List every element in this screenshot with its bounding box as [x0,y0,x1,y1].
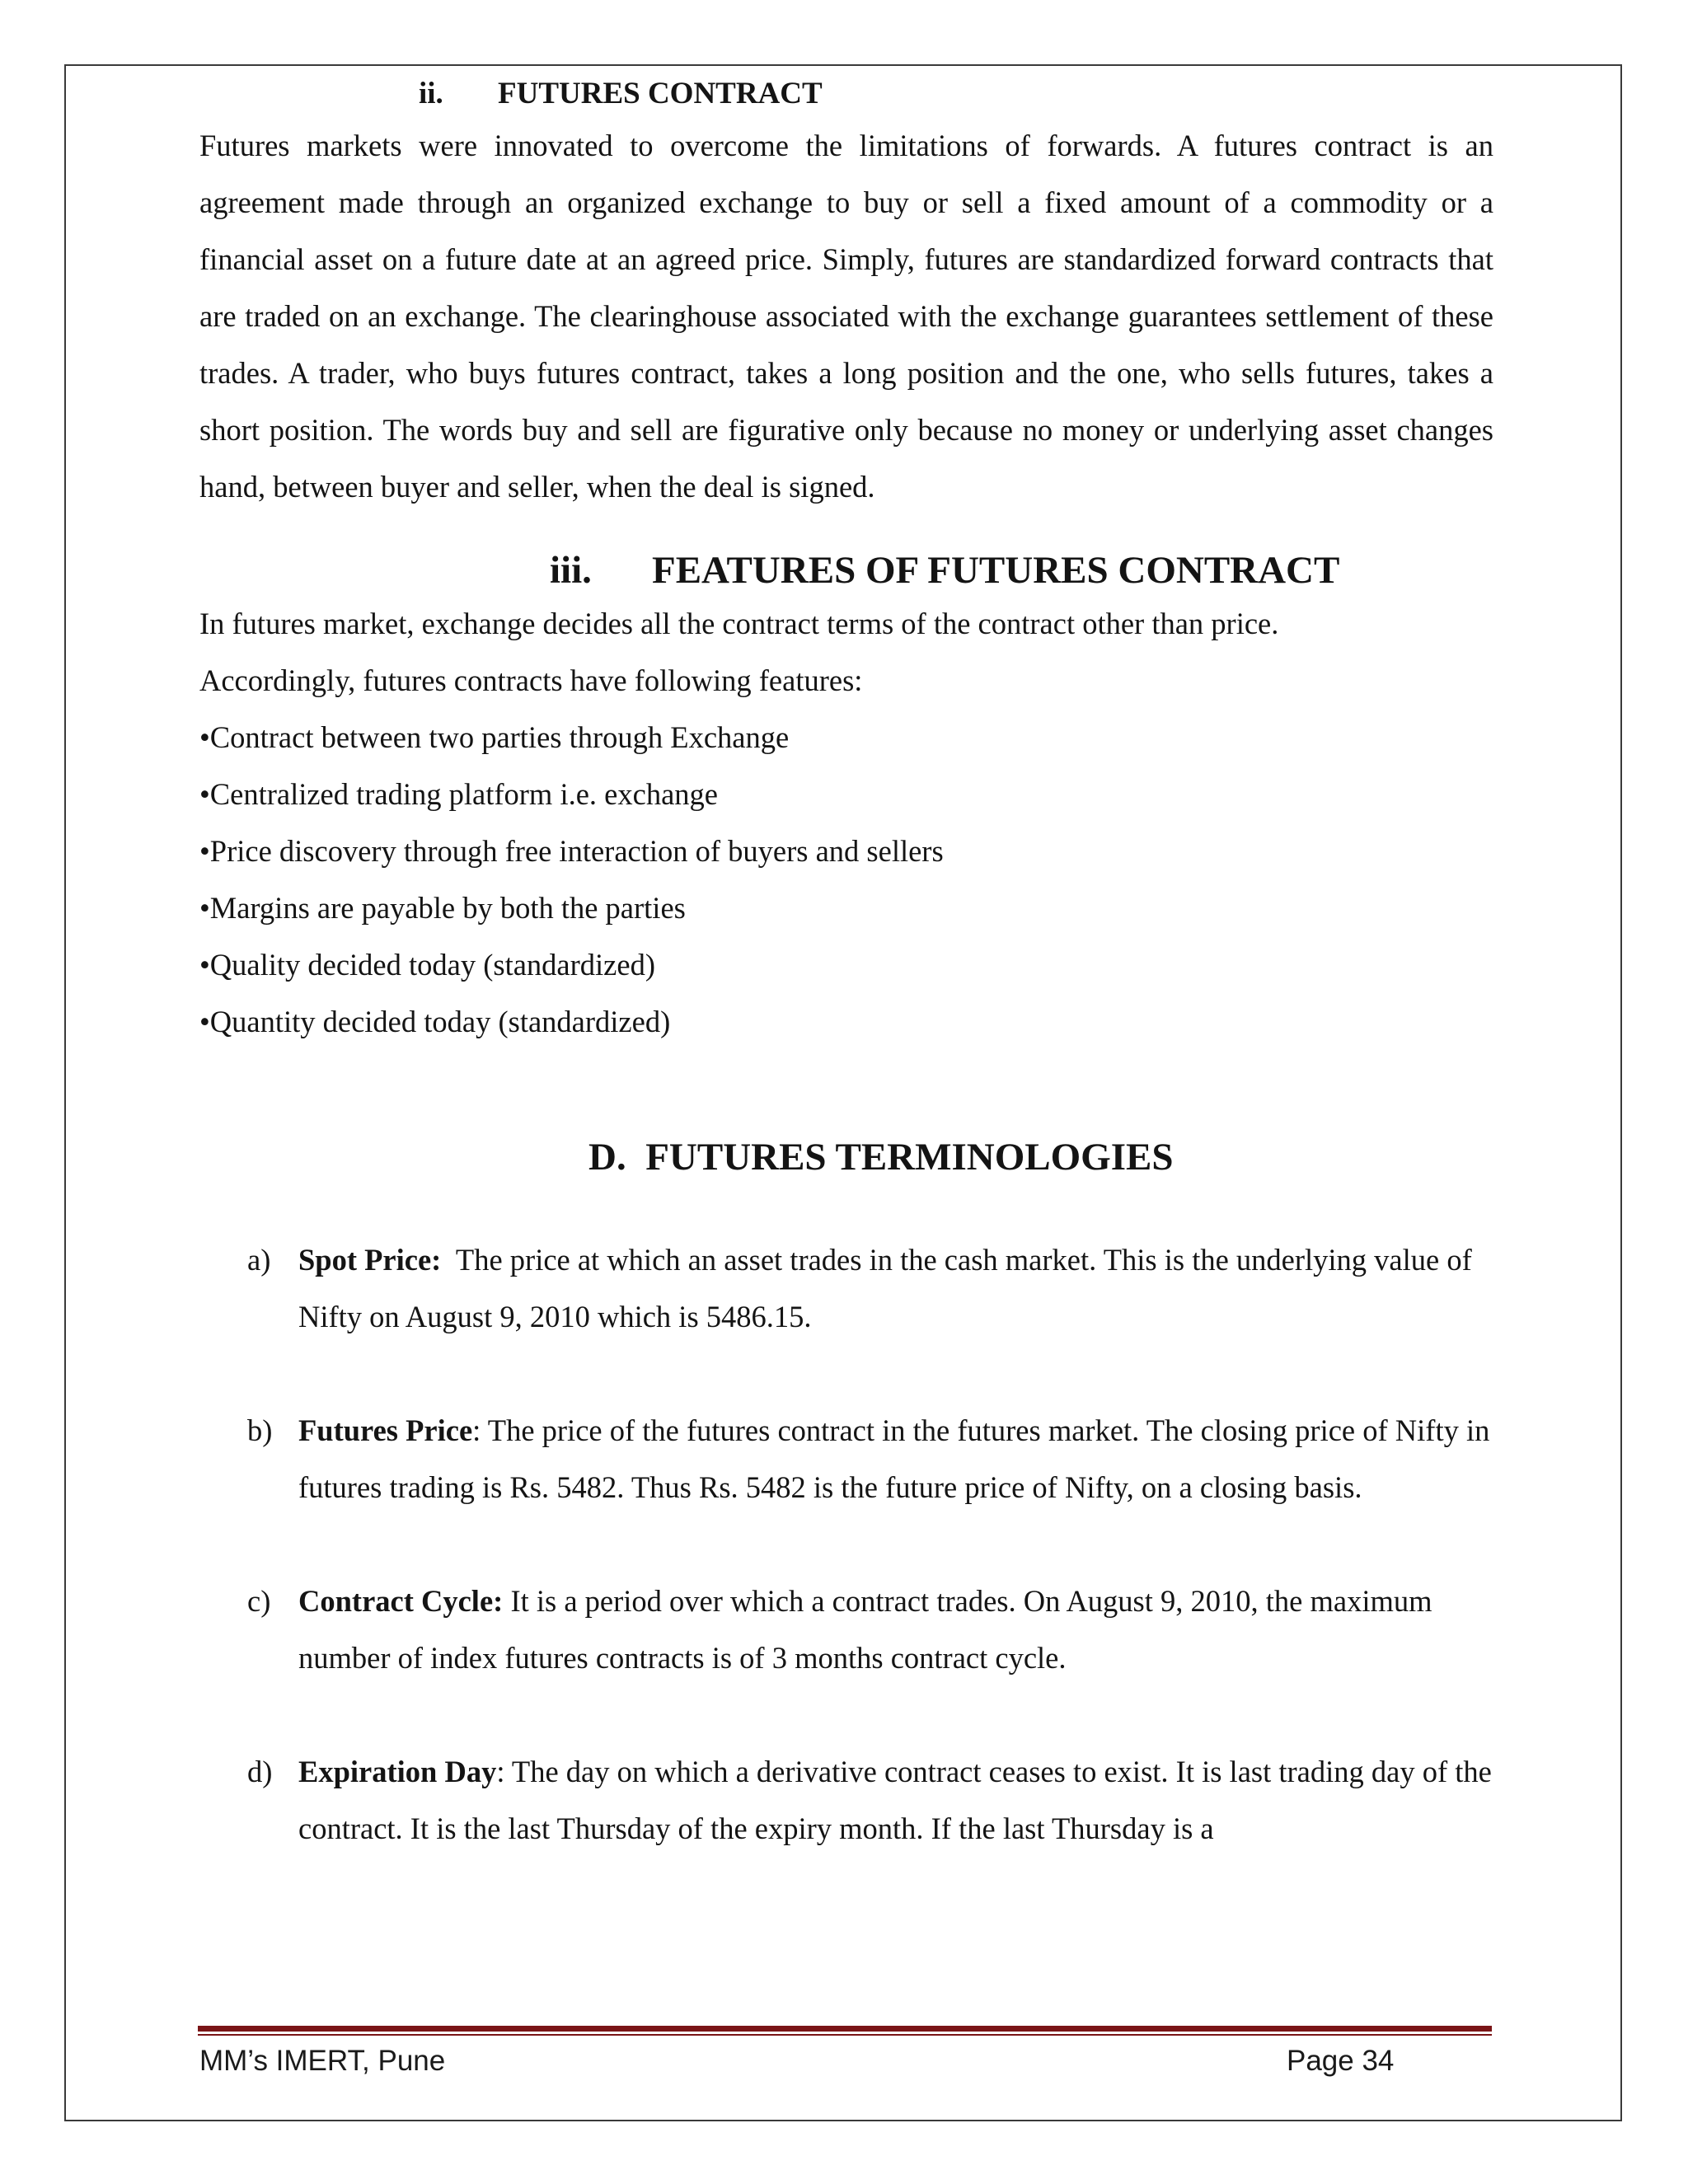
section-iii-intro-line-1: In futures market, exchange decides all the contract terms of the contract other than price. [199,607,1279,640]
term-definition: : The day on which a derivative contract ceases to exist. It is last trading day of the contract. It is the last Thursday of the expiry month. If the last Thursday is a [298,1755,1492,1845]
terminology-list [199,1231,1493,1857]
term-definition: It is a period over which a contract trades. On August 9, 2010, the maximum number of index futures contracts is of 3 months contract cycle. [298,1584,1432,1675]
section-iii-number: iii. [550,549,592,592]
terminology-item-expiration-day [199,1743,1493,1857]
section-ii-heading [199,71,1493,117]
term-definition: : The price of the futures contract in the futures market. The closing price of Nifty in futures trading is Rs. 5482. Thus Rs. 5482 is the future price of Nifty, on a closing basis. [298,1413,1490,1504]
footer-page-number: Page 34 [1287,2045,1395,2077]
section-iii-heading [199,546,1493,595]
section-iii-title: FEATURES OF FUTURES CONTRACT [652,549,1340,592]
section-d-heading [199,1083,1493,1231]
term-label: Contract Cycle: [298,1584,504,1618]
term-marker: d) [247,1755,273,1788]
section-ii-title: FUTURES CONTRACT [498,77,823,110]
footer-institution: MM’s IMERT, Pune [199,2045,446,2077]
features-list-item: •Quality decided today (standardized) [199,948,655,982]
section-iii-intro-line-2: Accordingly, futures contracts have following features: [199,663,863,697]
document-body [199,71,1493,1857]
features-list-item: •Centralized trading platform i.e. exchange [199,777,718,811]
terminology-item-contract-cycle [199,1572,1493,1686]
term-label: Expiration Day [298,1755,497,1788]
section-d-title: D. FUTURES TERMINOLOGIES [588,1136,1174,1179]
terminology-item-futures-price [199,1402,1493,1516]
features-list-item: •Contract between two parties through Exchange [199,720,790,754]
section-ii-paragraph: Futures markets were innovated to overcome the limitations of forwards. A futures contract is an agreement made through an organized exchange to buy or sell a fixed amount of a commodity or a financial asset on a future date at an agreed price. Simply, futures are standardized forward contracts that are traded on an exchange. The clearinghouse associated with the exchange guarantees settlement of these trades. A trader, who buys futures contract, takes a long position and the one, who sells futures, takes a short position. The words buy and sell are figurative only because no money or underlying asset changes hand, between buyer and seller, when the deal is signed. [199,129,1493,504]
features-list [199,709,1493,1050]
footer-rule [198,2026,1492,2032]
terminology-item-spot-price [199,1231,1493,1345]
term-definition: The price at which an asset trades in the cash market. This is the underlying value of Nifty on August 9, 2010 which is 5486.15. [298,1243,1479,1333]
features-list-item: •Quantity decided today (standardized) [199,1005,671,1038]
term-label: Futures Price [298,1413,473,1447]
term-label: Spot Price: [298,1243,442,1277]
section-ii-number: ii. [419,77,443,110]
features-list-item: •Margins are payable by both the parties [199,891,686,925]
term-marker: c) [247,1584,271,1618]
footer-rule-thin [198,2034,1492,2036]
term-marker: a) [247,1243,271,1277]
term-marker: b) [247,1413,273,1447]
features-list-item: •Price discovery through free interaction of buyers and sellers [199,834,944,868]
